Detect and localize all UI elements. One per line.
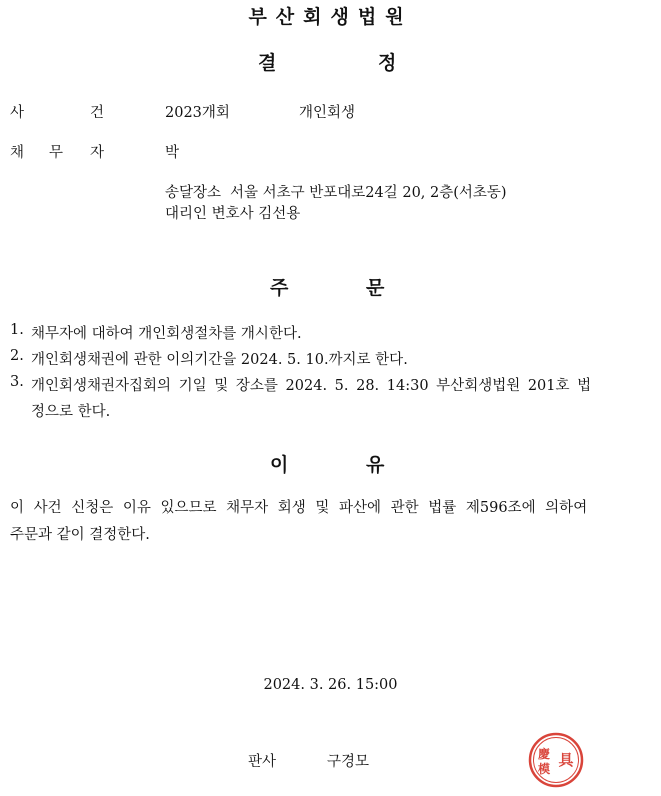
judge-seal: [527, 731, 585, 789]
order-title-right: 문: [366, 277, 385, 299]
debtor-label-1: 채: [10, 145, 25, 161]
order-1-num: 1.: [10, 322, 24, 338]
order-1-text: 채무자에 대하여 개인회생절차를 개시한다.: [31, 326, 302, 342]
order-3-num: 3.: [10, 374, 24, 390]
order-3-line2: 정으로 한다.: [31, 404, 111, 420]
case-number: 2023개회: [165, 105, 230, 121]
case-label-2: 건: [90, 105, 105, 121]
case-label-1: 사: [10, 105, 25, 121]
svg-text:具: 具: [558, 751, 574, 769]
reason-line1: 이 사건 신청은 이유 있으므로 채무자 회생 및 파산에 관한 법률 제596조에 의하여: [10, 500, 588, 516]
svg-text:模: 模: [537, 762, 551, 776]
decision-date: 2024. 3. 26. 15:00: [263, 677, 398, 693]
order-3-line1: 개인회생채권자집회의 기일 및 장소를 2024. 5. 28. 14:30 부산회생법원 201호 법: [31, 378, 592, 394]
judge-title: 판사: [248, 754, 277, 770]
order-2-num: 2.: [10, 348, 24, 364]
agent: 대리인 변호사 김선용: [165, 206, 301, 222]
decision-title-left: 결: [258, 52, 277, 74]
case-type: 개인회생: [299, 105, 356, 121]
order-2-text: 개인회생채권에 관한 이의기간을 2024. 5. 10.까지로 한다.: [31, 352, 408, 368]
court-name: 부산회생법원: [248, 6, 413, 28]
decision-title-right: 정: [378, 52, 397, 74]
reason-title-right: 유: [366, 454, 385, 476]
debtor-name: 박: [165, 145, 180, 161]
debtor-label-2: 무: [49, 145, 64, 161]
debtor-label-3: 자: [90, 145, 105, 161]
reason-line2: 주문과 같이 결정한다.: [10, 527, 150, 543]
svg-text:慶: 慶: [537, 747, 551, 761]
address: 서울 서초구 반포대로24길 20, 2층(서초동): [230, 185, 507, 201]
address-label: 송달장소: [165, 185, 222, 201]
judge-name: 구경모: [327, 754, 370, 770]
order-title-left: 주: [270, 277, 289, 299]
reason-title-left: 이: [270, 454, 289, 476]
